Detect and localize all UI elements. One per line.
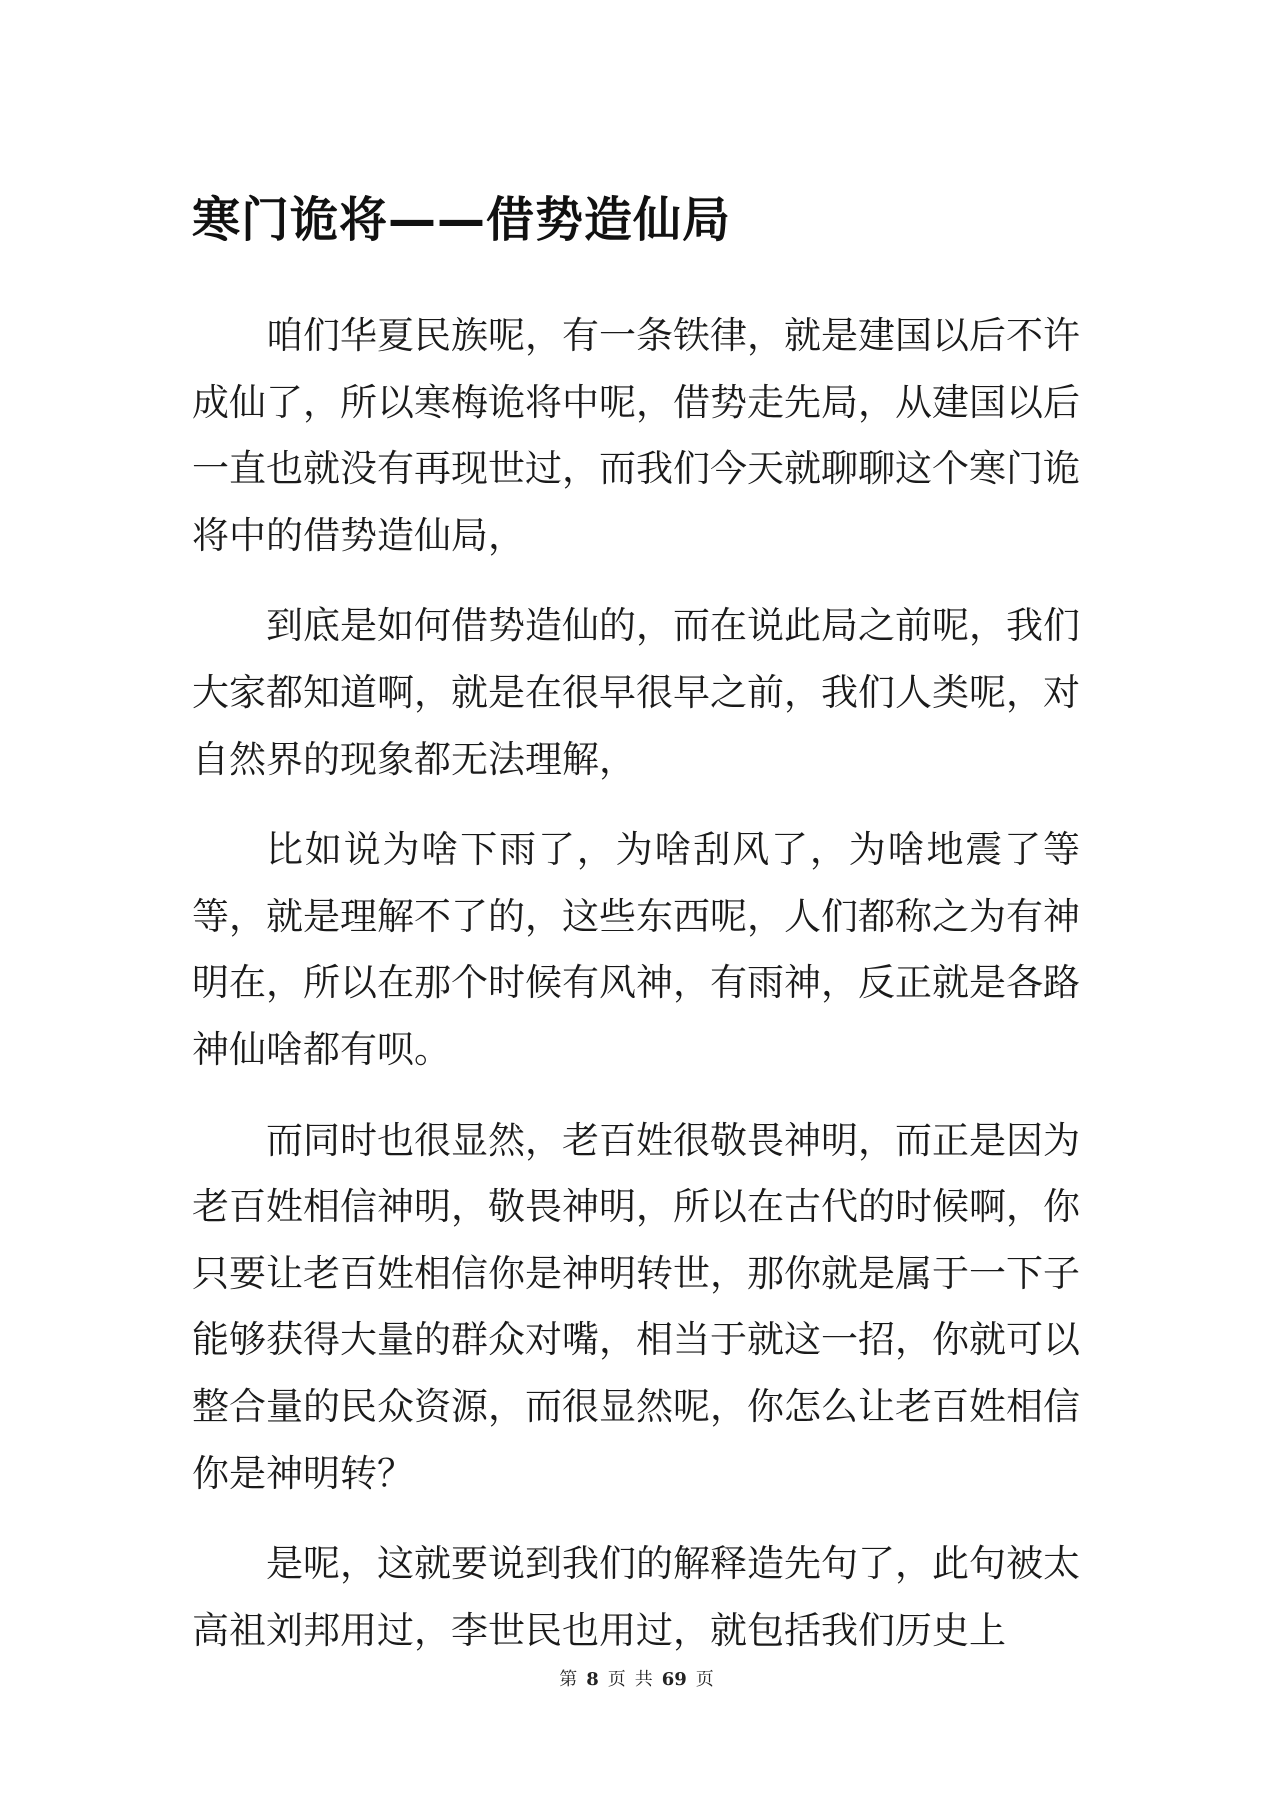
page-footer: [0, 1668, 1273, 1692]
document-body: [192, 303, 1080, 1688]
paragraph-3: 比如说为啥下雨了，为啥刮风了，为啥地震了等等，就是理解不了的，这些东西呢，人们都称之为有神明在，所以在那个时候有风神，有雨神，反正就是各路神仙啥都有呗。: [192, 828, 1080, 1071]
footer-suffix: 页: [695, 1669, 714, 1690]
paragraph-5: 是呢，这就要说到我们的解释造先句了，此句被太高祖刘邦用过，李世民也用过，就包括我们历史上: [192, 1542, 1080, 1652]
paragraph-1: 咱们华夏民族呢，有一条铁律，就是建国以后不许成仙了，所以寒梅诡将中呢，借势走先局，从建国以后一直也就没有再现世过，而我们今天就聊聊这个寒门诡将中的借势造仙局，: [192, 314, 1080, 557]
paragraph-2: 到底是如何借势造仙的，而在说此局之前呢，我们大家都知道啊，就是在很早很早之前，我们人类呢，对自然界的现象都无法理解，: [192, 604, 1080, 781]
current-page-number: 8: [586, 1669, 599, 1690]
document-title: 寒门诡将——借势造仙局: [192, 192, 732, 248]
footer-total-word: 共: [634, 1669, 653, 1690]
total-page-count: 69: [661, 1669, 687, 1690]
footer-prefix: 第: [559, 1669, 578, 1690]
footer-page-word: 页: [607, 1669, 626, 1690]
paragraph-4: 而同时也很显然，老百姓很敬畏神明，而正是因为老百姓相信神明，敬畏神明，所以在古代的时候啊，你只要让老百姓相信你是神明转世，那你就是属于一下子能够获得大量的群众对嘴，相当于就这一招，你就可以整合量的民众资源，而很显然呢，你怎么让老百姓相信你是神明转？: [192, 1118, 1080, 1495]
